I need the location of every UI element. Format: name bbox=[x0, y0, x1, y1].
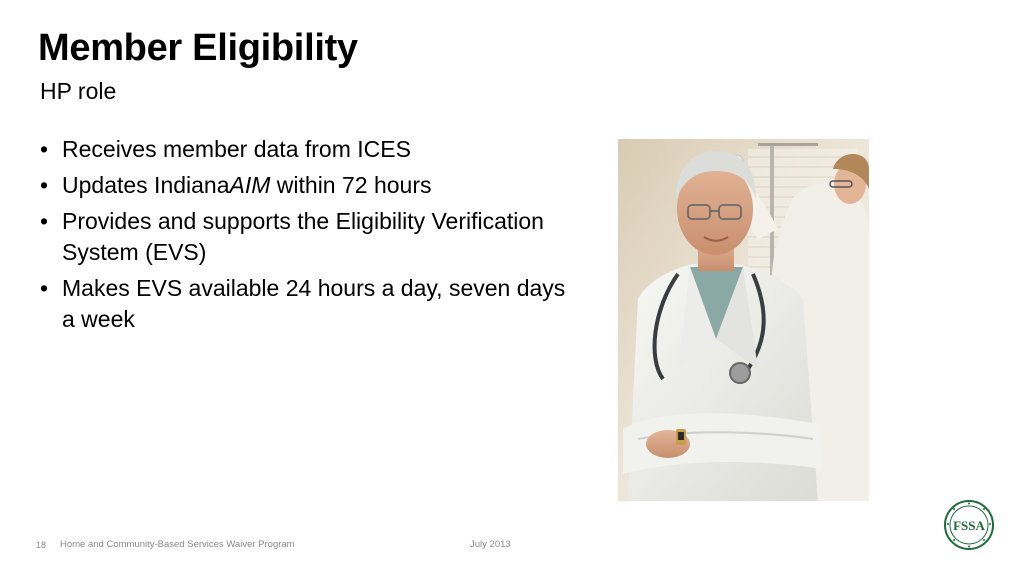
bullet-text: Makes EVS available 24 hours a day, seven days a week bbox=[62, 275, 566, 332]
fssa-seal-text: FSSA bbox=[953, 518, 985, 533]
bullet-list bbox=[34, 134, 579, 340]
footer-program-name: Home and Community-Based Services Waiver Program bbox=[60, 539, 295, 550]
bullet-text: within 72 hours bbox=[270, 172, 432, 198]
bullet-item bbox=[34, 170, 579, 201]
bullet-item bbox=[34, 273, 579, 335]
footer-date: July 2013 bbox=[470, 539, 511, 550]
bullet-dot: • bbox=[40, 172, 49, 198]
bullet-dot: • bbox=[40, 208, 49, 234]
bullet-item bbox=[34, 206, 579, 268]
bullet-dot: • bbox=[40, 136, 49, 162]
bullet-dot: • bbox=[40, 275, 49, 301]
bullet-text: Provides and supports the Eligibility Verification System (EVS) bbox=[62, 208, 544, 265]
bullet-text: Receives member data from ICES bbox=[62, 136, 411, 162]
doctor-photo-illustration bbox=[618, 139, 869, 501]
bullet-text-italic: AIM bbox=[229, 172, 271, 198]
slide-title: Member Eligibility bbox=[38, 27, 358, 69]
doctor-photo bbox=[618, 139, 869, 501]
bullet-item bbox=[34, 134, 579, 165]
page-number: 18 bbox=[36, 540, 47, 550]
slide-subtitle: HP role bbox=[40, 78, 117, 104]
fssa-seal-icon bbox=[944, 500, 994, 550]
bullet-text: Updates Indiana bbox=[62, 172, 230, 198]
